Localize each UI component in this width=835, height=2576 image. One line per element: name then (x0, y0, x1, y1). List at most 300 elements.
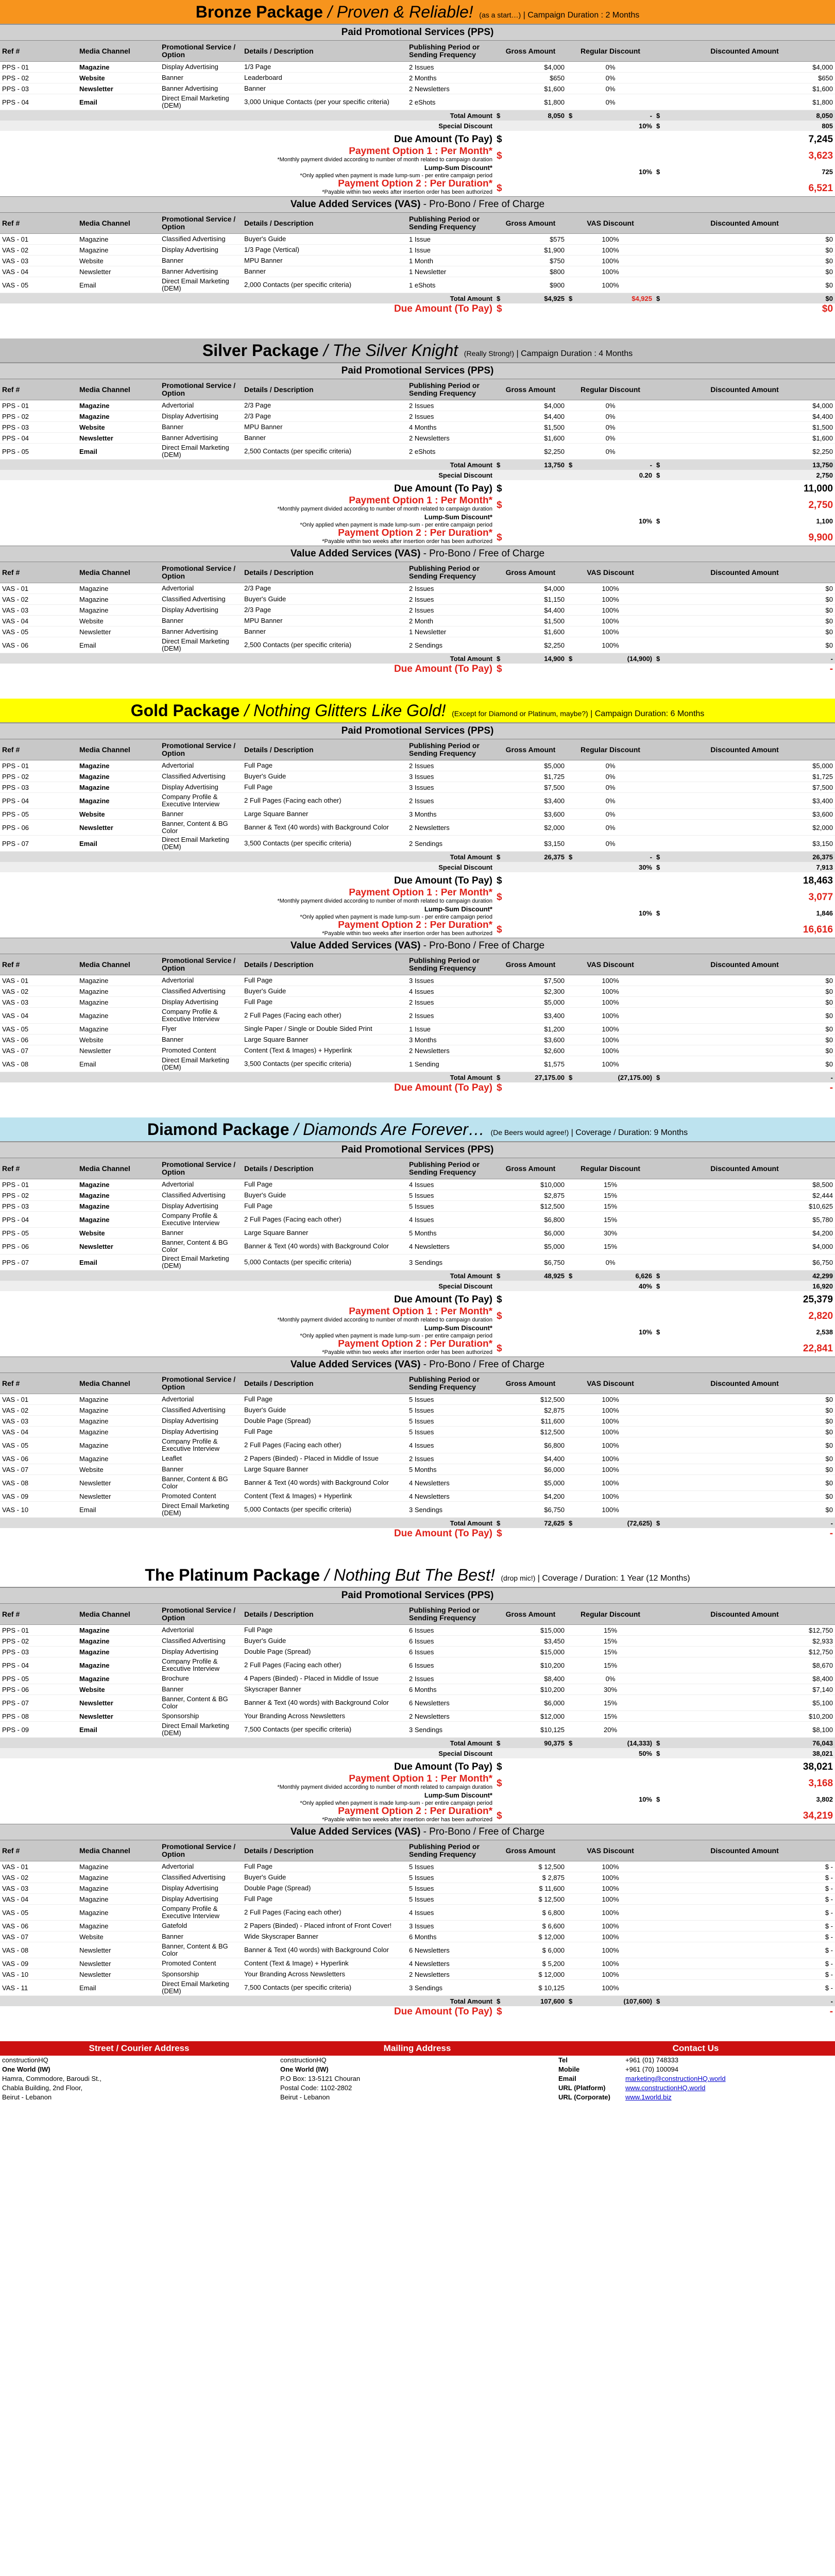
ref-cell: VAS - 07 (0, 1045, 77, 1056)
service-cell: Promoted Content (160, 1958, 242, 1969)
package-duration: Campaign Duration : 2 Months (527, 11, 640, 20)
vas-section-subtitle: - Pro-Bono / Free of Charge (420, 1826, 545, 1837)
media-channel-cell: Magazine (77, 1625, 160, 1636)
period-cell: 4 Issues (407, 986, 495, 997)
period-cell: 3 Issues (407, 975, 495, 986)
media-channel-cell: Magazine (77, 245, 160, 256)
period-cell: 2 Month (407, 616, 495, 626)
lump-sum-amount: 1,846 (816, 909, 833, 917)
details-cell: 2/3 Page (242, 411, 407, 422)
ref-cell: PPS - 04 (0, 793, 77, 809)
column-header: Media Channel (77, 562, 160, 583)
lump-sum-title: Lump-Sum Discount* (424, 513, 492, 521)
contact-key: Tel (558, 2056, 568, 2064)
table-row (0, 1394, 835, 1405)
vas-discount-cell: 100% (567, 1921, 654, 1931)
total-gross: 8,050 (510, 110, 567, 121)
package-4 (0, 1563, 835, 2041)
title-separator: / (320, 1566, 334, 1584)
column-header: Ref # (0, 1158, 77, 1179)
period-cell: 6 Newsletters (407, 1695, 495, 1711)
column-header-row (0, 562, 835, 583)
media-channel-cell: Magazine (77, 793, 160, 809)
gross-amount-cell: $4,400 (495, 1453, 567, 1464)
column-header: Publishing Period or Sending Frequency (407, 1373, 495, 1394)
gross-amount-cell: $1,800 (495, 94, 567, 110)
special-discount-amount: 7,913 (670, 862, 835, 872)
vas-total-row (0, 653, 835, 664)
media-channel-cell: Email (77, 277, 160, 293)
period-cell: 4 Newsletters (407, 1958, 495, 1969)
payment-option-2-title: Payment Option 2 : Per Duration* (338, 529, 492, 538)
media-channel-cell: Website (77, 616, 160, 626)
gross-amount-cell: $650 (495, 73, 567, 83)
special-discount-amount: 805 (670, 121, 835, 131)
discounted-amount-cell: $0 (654, 975, 835, 986)
pps-table (0, 1604, 835, 1824)
dollar-sign: $ (497, 1310, 502, 1321)
contact-us (556, 2041, 835, 2102)
mailing-address (278, 2041, 556, 2102)
vas-due-value: - (829, 1082, 833, 1093)
table-row (0, 1657, 835, 1673)
discounted-amount-cell: $3,150 (654, 836, 835, 852)
discounted-amount-cell: $0 (654, 277, 835, 293)
vas-discount-cell: 100% (567, 616, 654, 626)
pps-section-header: Paid Promotional Services (PPS) (0, 1142, 835, 1158)
column-header: Regular Discount (567, 41, 654, 62)
lump-sum-row (0, 164, 835, 180)
due-amount-row (0, 872, 835, 889)
table-row (0, 1190, 835, 1201)
details-cell: Content (Text & Images) + Hyperlink (242, 1045, 407, 1056)
discounted-amount-cell: $ - (654, 1931, 835, 1942)
service-cell: Direct Email Marketing (DEM) (160, 94, 242, 110)
dollar-sign: $ (497, 182, 502, 194)
media-channel-cell: Magazine (77, 1894, 160, 1905)
dollar-sign: $ (497, 1343, 502, 1354)
ref-cell: VAS - 05 (0, 626, 77, 637)
contact-link[interactable]: marketing@constructionHQ.world (625, 2075, 726, 2082)
service-cell: Advertorial (160, 583, 242, 594)
details-cell: 2 Full Pages (Facing each other) (242, 1212, 407, 1228)
service-cell: Banner (160, 1228, 242, 1239)
payment-option-1-value: 3,168 (808, 1777, 833, 1789)
table-row (0, 1942, 835, 1958)
period-cell: 5 Issues (407, 1894, 495, 1905)
discount-cell: 15% (567, 1695, 654, 1711)
total-gross: 26,375 (510, 852, 567, 862)
discounted-amount-cell: $12,750 (654, 1647, 835, 1657)
payment-option-1-label (0, 1308, 495, 1324)
gross-amount-cell: $3,150 (495, 836, 567, 852)
payment-option-2-value: 6,521 (808, 182, 833, 194)
details-cell: 3,000 Unique Contacts (per your specific criteria) (242, 94, 407, 110)
period-cell: 5 Issues (407, 1872, 495, 1883)
service-cell: Display Advertising (160, 1883, 242, 1894)
lump-sum-pct: 10% (638, 909, 652, 917)
discount-cell: 15% (567, 1636, 654, 1647)
due-amount-value: 18,463 (803, 875, 833, 886)
column-header: Publishing Period or Sending Frequency (407, 1158, 495, 1179)
details-cell: Full Page (242, 1427, 407, 1437)
ref-cell: PPS - 02 (0, 771, 77, 782)
discounted-amount-cell: $0 (654, 245, 835, 256)
vas-section-header (0, 938, 835, 954)
column-header: Ref # (0, 41, 77, 62)
package-spacer (0, 2016, 835, 2041)
media-channel-cell: Email (77, 444, 160, 460)
contact-key: URL (Corporate) (558, 2093, 610, 2101)
gross-amount-cell: $ 12,500 (495, 1861, 567, 1872)
package-note: (De Beers would agree!) (490, 1128, 569, 1137)
discount-cell: 0% (567, 62, 654, 73)
details-cell: Full Page (242, 1179, 407, 1190)
lump-sum-row (0, 905, 835, 921)
column-header: Regular Discount (567, 739, 654, 760)
payment-option-1-row (0, 147, 835, 164)
media-channel-cell: Magazine (77, 1427, 160, 1437)
service-cell: Advertorial (160, 1625, 242, 1636)
ref-cell: VAS - 05 (0, 1437, 77, 1453)
media-channel-cell: Email (77, 94, 160, 110)
column-header: Details / Description (242, 41, 407, 62)
payment-option-1-note: *Monthly payment divided according to number of month related to campaign duration (277, 157, 492, 163)
vas-discount-cell: 100% (567, 1394, 654, 1405)
service-cell: Banner (160, 1464, 242, 1475)
media-channel-cell: Email (77, 1980, 160, 1996)
details-cell: 2,000 Contacts (per specific criteria) (242, 277, 407, 293)
vas-discount-cell: 100% (567, 975, 654, 986)
table-row (0, 1695, 835, 1711)
payment-option-1-note: *Monthly payment divided according to number of month related to campaign duration (277, 506, 492, 512)
period-cell: 4 Months (407, 422, 495, 433)
vas-total-discount: (107,600) (582, 1996, 654, 2007)
column-header: Discounted Amount (654, 41, 835, 62)
media-channel-cell: Magazine (77, 1647, 160, 1657)
dollar-sign: $ (497, 532, 502, 543)
ref-cell: VAS - 01 (0, 975, 77, 986)
details-cell: Full Page (242, 1625, 407, 1636)
column-header: Media Channel (77, 954, 160, 975)
table-row (0, 986, 835, 997)
vas-discount-cell: 100% (567, 626, 654, 637)
street-address (0, 2041, 278, 2102)
media-channel-cell: Magazine (77, 62, 160, 73)
package-duration: Campaign Duration : 4 Months (521, 349, 633, 358)
vas-discount-cell: 100% (567, 1980, 654, 1996)
period-cell: 3 Issues (407, 1921, 495, 1931)
package-tagline: Diamonds Are Forever… (303, 1120, 485, 1139)
payment-option-1-row (0, 497, 835, 513)
gross-amount-cell: $ 6,600 (495, 1921, 567, 1931)
payment-option-2-value: 16,616 (803, 924, 833, 935)
gross-amount-cell: $3,450 (495, 1636, 567, 1647)
vas-due-value: - (829, 1528, 833, 1538)
ref-cell: VAS - 02 (0, 1405, 77, 1416)
vas-discount-cell: 100% (567, 1969, 654, 1980)
lump-sum-pct: 10% (638, 168, 652, 176)
details-cell: Banner & Text (40 words) with Background Color (242, 1695, 407, 1711)
gross-amount-cell: $1,575 (495, 1056, 567, 1072)
details-cell: 1/3 Page (Vertical) (242, 245, 407, 256)
ref-cell: PPS - 06 (0, 1684, 77, 1695)
service-cell: Promoted Content (160, 1491, 242, 1502)
period-cell: 3 Sendings (407, 1722, 495, 1738)
gross-amount-cell: $6,000 (495, 1695, 567, 1711)
package-spacer (0, 1093, 835, 1117)
vas-due-label: Due Amount (To Pay) (394, 303, 492, 314)
dollar-sign: $ (567, 1996, 582, 2007)
address-line: constructionHQ (280, 2056, 327, 2064)
vas-discount-cell: 100% (567, 583, 654, 594)
service-cell: Sponsorship (160, 1969, 242, 1980)
payment-option-1-note: *Monthly payment divided according to number of month related to campaign duration (277, 898, 492, 904)
gross-amount-cell: $1,725 (495, 771, 567, 782)
ref-cell: VAS - 05 (0, 1905, 77, 1921)
media-channel-cell: Newsletter (77, 1958, 160, 1969)
gross-amount-cell: $12,500 (495, 1394, 567, 1405)
pps-section-header: Paid Promotional Services (PPS) (0, 24, 835, 41)
discounted-amount-cell: $0 (654, 1475, 835, 1491)
service-cell: Banner (160, 1035, 242, 1045)
package-spacer (0, 314, 835, 338)
package-tagline: The Silver Knight (332, 341, 458, 360)
payment-option-1-title: Payment Option 1 : Per Month* (349, 889, 492, 898)
discounted-amount-cell: $0 (654, 1008, 835, 1024)
ref-cell: VAS - 04 (0, 1894, 77, 1905)
gross-amount-cell: $15,000 (495, 1647, 567, 1657)
vas-section-title: Value Added Services (VAS) (290, 548, 421, 559)
discount-cell: 15% (567, 1625, 654, 1636)
due-amount-row (0, 131, 835, 147)
table-row (0, 1722, 835, 1738)
media-channel-cell: Magazine (77, 1024, 160, 1035)
ref-cell: VAS - 03 (0, 256, 77, 266)
vas-section-subtitle: - Pro-Bono / Free of Charge (420, 940, 545, 951)
dollar-sign: $ (497, 1528, 502, 1538)
period-cell: 4 Newsletters (407, 1239, 495, 1255)
discounted-amount-cell: $650 (654, 73, 835, 83)
column-header: Promotional Service / Option (160, 41, 242, 62)
gross-amount-cell: $2,250 (495, 444, 567, 460)
dollar-sign: $ (654, 1738, 670, 1749)
lump-sum-label (0, 513, 495, 529)
discount-cell: 0% (567, 820, 654, 836)
details-cell: Single Paper / Single or Double Sided Print (242, 1024, 407, 1035)
media-channel-cell: Magazine (77, 1190, 160, 1201)
vas-due-value: $0 (822, 303, 833, 314)
vas-discount-cell: 100% (567, 986, 654, 997)
vas-discount-cell: 100% (567, 1427, 654, 1437)
special-discount-label: Special Discount (0, 1281, 495, 1291)
details-cell: Banner & Text (40 words) with Background Color (242, 1942, 407, 1958)
lump-sum-label (0, 905, 495, 921)
period-cell: 2 Issues (407, 411, 495, 422)
ref-cell: PPS - 03 (0, 782, 77, 793)
contact-row (556, 2056, 835, 2065)
due-amount-label: Due Amount (To Pay) (394, 1294, 492, 1305)
vas-total-label: Total Amount (0, 1072, 495, 1083)
service-cell: Display Advertising (160, 1894, 242, 1905)
details-cell: Large Square Banner (242, 809, 407, 820)
gross-amount-cell: $6,000 (495, 1464, 567, 1475)
media-channel-cell: Email (77, 1722, 160, 1738)
period-cell: 6 Newsletters (407, 1942, 495, 1958)
vas-total-label: Total Amount (0, 293, 495, 304)
address-line: Beirut - Lebanon (280, 2093, 330, 2101)
vas-total-discount: (14,900) (582, 653, 654, 664)
details-cell: Banner & Text (40 words) with Background Color (242, 820, 407, 836)
lump-sum-row (0, 1791, 835, 1807)
lump-sum-label (0, 164, 495, 180)
media-channel-cell: Magazine (77, 782, 160, 793)
package-name: Silver Package (202, 341, 319, 360)
contact-us-heading: Contact Us (556, 2041, 835, 2056)
discounted-amount-cell: $10,200 (654, 1711, 835, 1722)
service-cell: Banner Advertising (160, 83, 242, 94)
gross-amount-cell: $1,600 (495, 433, 567, 444)
discount-cell: 0% (567, 444, 654, 460)
service-cell: Direct Email Marketing (DEM) (160, 637, 242, 653)
media-channel-cell: Newsletter (77, 1942, 160, 1958)
media-channel-cell: Magazine (77, 1212, 160, 1228)
details-cell: Leaderboard (242, 73, 407, 83)
column-header-row (0, 739, 835, 760)
column-header: Media Channel (77, 41, 160, 62)
vas-discount-cell: 100% (567, 256, 654, 266)
contact-link[interactable]: www.1world.biz (625, 2093, 672, 2101)
total-net: 8,050 (670, 110, 835, 121)
dollar-sign: $ (495, 110, 510, 121)
details-cell: Full Page (242, 760, 407, 771)
column-header: VAS Discount (567, 213, 654, 234)
service-cell: Banner Advertising (160, 433, 242, 444)
column-header-row (0, 1840, 835, 1861)
discounted-amount-cell: $1,600 (654, 83, 835, 94)
gross-amount-cell: $15,000 (495, 1625, 567, 1636)
ref-cell: VAS - 06 (0, 637, 77, 653)
dollar-sign: $ (654, 470, 670, 480)
dollar-sign: $ (567, 653, 582, 664)
column-header: Promotional Service / Option (160, 379, 242, 400)
service-cell: Banner, Content & BG Color (160, 1475, 242, 1491)
pps-section-header: Paid Promotional Services (PPS) (0, 1587, 835, 1604)
service-cell: Company Profile & Executive Interview (160, 793, 242, 809)
gross-amount-cell: $10,125 (495, 1722, 567, 1738)
details-cell: Double Page (Spread) (242, 1647, 407, 1657)
ref-cell: VAS - 02 (0, 986, 77, 997)
package-title-bar: The Platinum Package / Nothing But The Best! (drop mic!) | Coverage / Duration: 1 Year (12 Months) (0, 1563, 835, 1587)
pps-table (0, 739, 835, 938)
period-cell: 5 Issues (407, 1861, 495, 1872)
period-cell: 4 Issues (407, 1179, 495, 1190)
period-cell: 2 Newsletters (407, 83, 495, 94)
column-header: Promotional Service / Option (160, 1840, 242, 1861)
table-row (0, 997, 835, 1008)
column-header: Publishing Period or Sending Frequency (407, 379, 495, 400)
dollar-sign: $ (495, 653, 510, 664)
payment-option-1-title: Payment Option 1 : Per Month* (349, 497, 492, 506)
address-line: Beirut - Lebanon (2, 2093, 52, 2101)
package-name: Diamond Package (147, 1120, 289, 1139)
gross-amount-cell: $12,500 (495, 1427, 567, 1437)
lump-sum-label (0, 1791, 495, 1807)
lump-sum-title: Lump-Sum Discount* (424, 905, 492, 913)
service-cell: Direct Email Marketing (DEM) (160, 836, 242, 852)
gross-amount-cell: $2,600 (495, 1045, 567, 1056)
column-header: Ref # (0, 1840, 77, 1861)
details-cell: 5,000 Contacts (per specific criteria) (242, 1502, 407, 1518)
details-cell: 2 Papers (Binded) - Placed infront of Front Cover! (242, 1921, 407, 1931)
discounted-amount-cell: $1,600 (654, 433, 835, 444)
gross-amount-cell: $4,000 (495, 400, 567, 411)
due-amount-label: Due Amount (To Pay) (394, 875, 492, 886)
payment-option-2-value: 9,900 (808, 532, 833, 543)
service-cell: Banner (160, 809, 242, 820)
media-channel-cell: Website (77, 1228, 160, 1239)
pps-section-header: Paid Promotional Services (PPS) (0, 723, 835, 739)
column-header: Gross Amount (495, 213, 567, 234)
vas-discount-cell: 100% (567, 637, 654, 653)
contact-link[interactable]: www.constructionHQ.world (625, 2084, 706, 2092)
ref-cell: VAS - 05 (0, 1024, 77, 1035)
ref-cell: PPS - 05 (0, 444, 77, 460)
service-cell: Brochure (160, 1673, 242, 1684)
media-channel-cell: Newsletter (77, 1475, 160, 1491)
lump-sum-note: *Only applied when payment is made lump-sum - per entire campaign period (300, 173, 492, 179)
column-header: Regular Discount (567, 379, 654, 400)
table-row (0, 1228, 835, 1239)
media-channel-cell: Magazine (77, 1861, 160, 1872)
discounted-amount-cell: $0 (654, 637, 835, 653)
contact-row (556, 2093, 835, 2102)
ref-cell: PPS - 01 (0, 1625, 77, 1636)
gross-amount-cell: $10,200 (495, 1684, 567, 1695)
payment-option-1-row (0, 889, 835, 905)
table-row (0, 1056, 835, 1072)
title-separator: / (322, 3, 337, 21)
column-header: Media Channel (77, 739, 160, 760)
media-channel-cell: Newsletter (77, 1045, 160, 1056)
payment-option-1-label (0, 147, 495, 164)
discounted-amount-cell: $4,400 (654, 411, 835, 422)
column-header-row (0, 213, 835, 234)
dollar-sign: $ (654, 653, 670, 664)
special-discount-amount: 16,920 (670, 1281, 835, 1291)
table-row (0, 1464, 835, 1475)
column-header: Media Channel (77, 1840, 160, 1861)
media-channel-cell: Magazine (77, 1657, 160, 1673)
vas-due-label: Due Amount (To Pay) (394, 2006, 492, 2016)
discount-cell: 0% (567, 809, 654, 820)
due-amount-value: 25,379 (803, 1294, 833, 1305)
period-cell: 2 Issues (407, 62, 495, 73)
payment-option-2-note: *Payable within two weeks after insertion order has been authorized (322, 1349, 492, 1355)
period-cell: 6 Issues (407, 1625, 495, 1636)
discount-cell: 0% (567, 400, 654, 411)
vas-total-net: $0 (670, 293, 835, 304)
dollar-sign: $ (495, 852, 510, 862)
media-channel-cell: Magazine (77, 1416, 160, 1427)
discounted-amount-cell: $2,000 (654, 820, 835, 836)
details-cell: Skyscraper Banner (242, 1684, 407, 1695)
service-cell: Display Advertising (160, 245, 242, 256)
details-cell: MPU Banner (242, 616, 407, 626)
discount-cell: 0% (567, 411, 654, 422)
address-line: constructionHQ (2, 2056, 48, 2064)
period-cell: 2 Issues (407, 793, 495, 809)
